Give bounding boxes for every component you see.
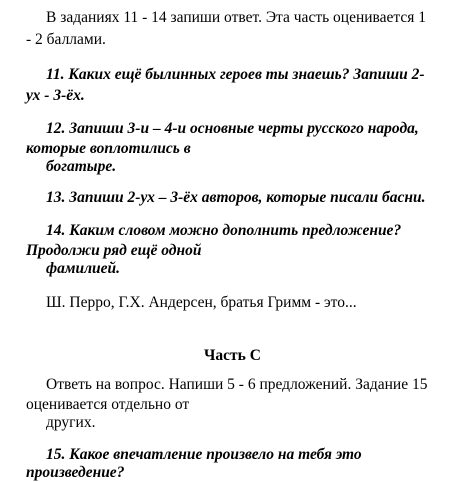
question-11-line2: ух - 3-ёх. xyxy=(26,87,85,104)
part-b-instructions-line2: - 2 баллами. xyxy=(26,31,106,48)
part-b-instructions-line1: В заданиях 11 - 14 запиши ответ. Эта часть оценивается 1 xyxy=(46,9,427,26)
question-15-line1: 15. Какое впечатление произвело на тебя это xyxy=(46,446,362,463)
question-14-line1: 14. Каким словом можно дополнить предложение? xyxy=(46,222,402,239)
part-c-instructions-line3: других. xyxy=(46,414,96,431)
question-14-sentence: Ш. Перро, Г.Х. Андерсен, братья Гримм - это... xyxy=(46,294,357,311)
question-14-line3: фамилией. xyxy=(46,260,121,277)
question-12-line1: 12. Запиши 3-и – 4-и основные черты русского народа, xyxy=(46,120,419,137)
part-c-heading: Часть С xyxy=(204,347,261,364)
question-15-line2: произведение? xyxy=(26,464,125,481)
question-11-line1: 11. Каких ещё былинных героев ты знаешь? Запиши 2- xyxy=(46,66,425,83)
question-12-line3: богатыре. xyxy=(46,158,117,175)
question-12-line2: которые воплотились в xyxy=(26,140,191,157)
question-13-line1: 13. Запиши 2-ух – 3-ёх авторов, которые писали басни. xyxy=(46,189,426,206)
part-c-instructions-line1: Ответь на вопрос. Напиши 5 - 6 предложений. Задание 15 xyxy=(46,376,428,393)
question-14-line2: Продолжи ряд ещё одной xyxy=(26,242,202,259)
part-c-instructions-line2: оценивается отдельно от xyxy=(26,396,190,413)
